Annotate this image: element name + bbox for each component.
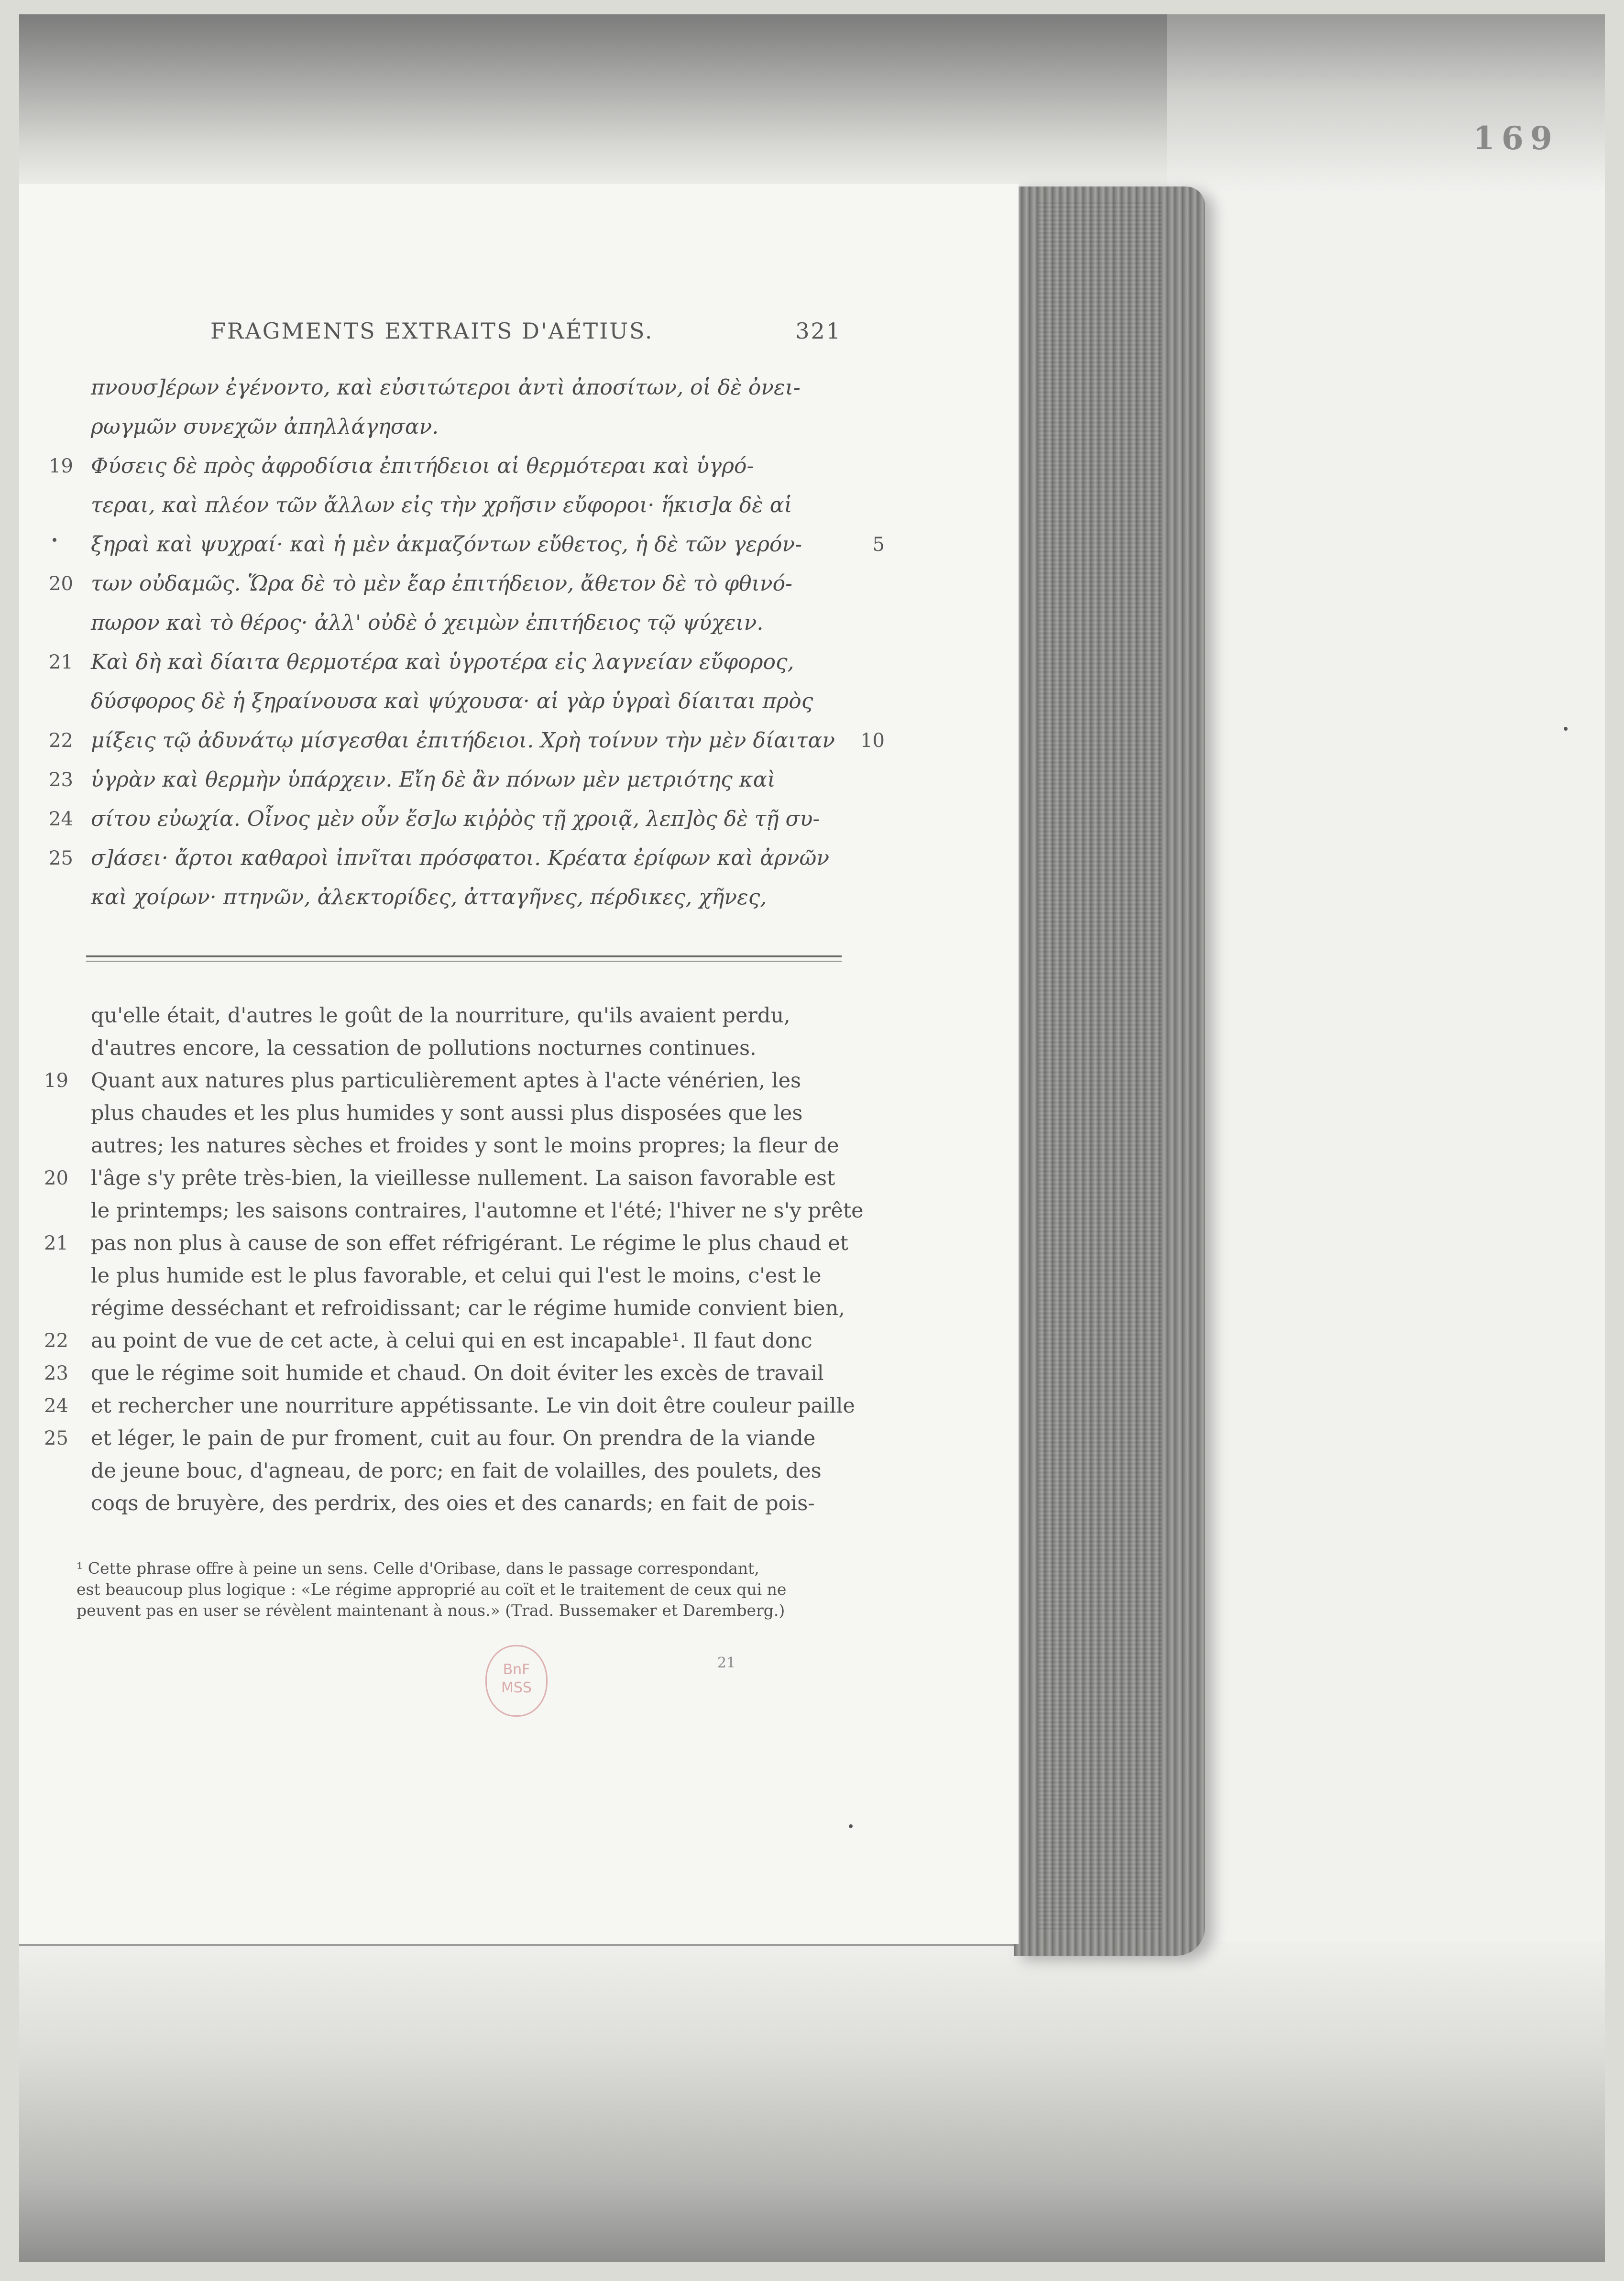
folio-number: 169 xyxy=(1473,120,1559,157)
text-line xyxy=(91,407,846,447)
line-text: coqs de bruyère, des perdrix, des oies et des canards; en fait de pois- xyxy=(91,1491,815,1515)
text-line xyxy=(44,1227,848,1260)
line-text: et rechercher une nourriture appétissante. Le vin doit être couleur paille xyxy=(91,1394,855,1418)
running-header xyxy=(210,318,842,356)
text-line xyxy=(49,643,846,682)
line-text: τεραι, καὶ πλέον τῶν ἄλλων εἰς τὴν χρῆσιν εὔφοροι· ἥκισ]α δὲ αἱ xyxy=(91,493,792,517)
line-text: μίξεις τῷ ἀδυνάτῳ μίσγεσθαι ἐπιτήδειοι. Χρὴ τοίνυν τὴν μὲν δίαιταν xyxy=(91,728,835,753)
line-text: πνουσ]έρων ἐγένοντο, καὶ εὐσιτώτεροι ἀντὶ ἀποσίτων, οἱ δὲ ὀνει- xyxy=(91,375,801,400)
greek-text-block xyxy=(49,368,885,917)
section-number: 23 xyxy=(49,769,73,791)
line-text: ξηραὶ καὶ ψυχραί· καὶ ἡ μὲν ἀκμαζόντων εὔθετος, ἡ δὲ τῶν γερόν- xyxy=(91,532,802,557)
section-number: 25 xyxy=(44,1427,68,1449)
text-line xyxy=(49,800,846,839)
scan-shadow-top-right xyxy=(1167,14,1605,191)
line-text: σ]άσει· ἄρτοι καθαροὶ ἰπνῖται πρόσφατοι. Κρέατα ἐρίφων καὶ ἀρνῶν xyxy=(91,846,830,870)
text-line xyxy=(44,1325,837,1357)
book-fore-edge-texture xyxy=(1038,201,1162,1932)
text-line xyxy=(44,1064,837,1097)
line-text: plus chaudes et les plus humides y sont aussi plus disposées que les xyxy=(91,1101,803,1125)
line-text: et léger, le pain de pur froment, cuit au four. On prendra de la viande xyxy=(91,1426,816,1450)
scan-shadow-bottom xyxy=(19,1941,1605,2262)
text-line xyxy=(91,1260,837,1292)
line-text: le printemps; les saisons contraires, l'automne et l'été; l'hiver ne s'y prête xyxy=(91,1199,864,1223)
text-line xyxy=(91,1487,837,1520)
line-text: l'âge s'y prête très-bien, la vieillesse nullement. La saison favorable est xyxy=(91,1166,835,1190)
footnote xyxy=(77,1558,842,1621)
section-number: 24 xyxy=(49,808,73,830)
dust-speck xyxy=(53,538,56,542)
text-line xyxy=(91,1292,845,1325)
text-line xyxy=(91,525,885,564)
section-number: 20 xyxy=(49,573,73,595)
line-text: de jeune bouc, d'agneau, de porc; en fait de volailles, des poulets, des xyxy=(91,1459,822,1483)
dust-speck xyxy=(1564,727,1568,731)
library-stamp: BnF MSS xyxy=(485,1645,548,1717)
section-number: 21 xyxy=(44,1232,68,1254)
text-line xyxy=(49,721,885,760)
line-text: au point de vue de cet acte, à celui qui en est incapable¹. Il faut donc xyxy=(91,1329,812,1353)
text-line xyxy=(91,1097,837,1130)
section-number: 23 xyxy=(44,1362,68,1384)
text-line xyxy=(44,1162,837,1195)
section-number: 22 xyxy=(49,730,73,752)
separator-rule-thin xyxy=(86,961,842,962)
page-number: 321 xyxy=(795,318,842,344)
line-number: 5 xyxy=(872,534,885,556)
footnote-line: est beaucoup plus logique : «Le régime approprié au coït et le traitement de ceux qui ne xyxy=(77,1580,787,1599)
footnote-line: peuvent pas en user se révèlent maintenant à nous.» (Trad. Bussemaker et Daremberg.) xyxy=(77,1601,785,1620)
line-text: qu'elle était, d'autres le goût de la nourriture, qu'ils avaient perdu, xyxy=(91,1004,790,1028)
text-line xyxy=(44,1357,837,1390)
text-line xyxy=(91,603,846,643)
line-text: Φύσεις δὲ πρὸς ἀφροδίσια ἐπιτήδειοι αἱ θερμότεραι καὶ ὑγρό- xyxy=(91,454,754,478)
separator-rule xyxy=(86,955,842,957)
running-title: FRAGMENTS EXTRAITS D'AÉTIUS. xyxy=(210,318,654,344)
section-number: 19 xyxy=(49,455,73,477)
line-text: ὑγρὰν καὶ θερμὴν ὑπάρχειν. Εἴη δὲ ἂν πόνων μὲν μετριότης καὶ xyxy=(91,768,776,792)
line-text: Καὶ δὴ καὶ δίαιτα θερμοτέρα καὶ ὑγροτέρα εἰς λαγνείαν εὔφορος, xyxy=(91,650,794,674)
signature-mark: 21 xyxy=(717,1655,736,1671)
text-line xyxy=(44,1422,837,1455)
section-number: 19 xyxy=(44,1070,68,1092)
text-line xyxy=(91,368,846,407)
text-line xyxy=(91,1455,837,1487)
line-text: των οὐδαμῶς. Ὥρα δὲ τὸ μὲν ἔαρ ἐπιτήδειον, ἄθετον δὲ τὸ φθινό- xyxy=(91,571,792,596)
text-line xyxy=(49,447,846,486)
text-line xyxy=(91,999,837,1032)
line-number: 10 xyxy=(860,730,885,752)
dust-speck xyxy=(849,1824,853,1828)
french-translation-block xyxy=(44,999,864,1520)
text-line xyxy=(44,1390,855,1422)
line-text: régime desséchant et refroidissant; car le régime humide convient bien, xyxy=(91,1296,845,1320)
line-text: πωρον καὶ τὸ θέρος· ἀλλ' οὐδὲ ὁ χειμὼν ἐπιτήδειος τῷ ψύχειν. xyxy=(91,611,764,635)
line-text: le plus humide est le plus favorable, et celui qui l'est le moins, c'est le xyxy=(91,1264,822,1288)
line-text: Quant aux natures plus particulièrement aptes à l'acte vénérien, les xyxy=(91,1069,801,1093)
section-number: 24 xyxy=(44,1395,68,1417)
line-text: autres; les natures sèches et froides y sont le moins propres; la fleur de xyxy=(91,1134,839,1158)
line-text: pas non plus à cause de son effet réfrigérant. Le régime le plus chaud et xyxy=(91,1231,848,1255)
text-line xyxy=(91,486,846,525)
text-line xyxy=(91,878,846,917)
section-number: 21 xyxy=(49,651,73,673)
text-line xyxy=(49,564,846,603)
line-text: καὶ χοίρων· πτηνῶν, ἀλεκτορίδες, ἀτταγῆνες, πέρδικες, χῆνες, xyxy=(91,885,767,910)
line-text: δύσφορος δὲ ἡ ξηραίνουσα καὶ ψύχουσα· αἱ γὰρ ὑγραὶ δίαιται πρὸς xyxy=(91,689,813,713)
text-line xyxy=(91,1032,837,1064)
text-line xyxy=(91,1130,837,1162)
text-line xyxy=(91,1195,864,1227)
section-number: 22 xyxy=(44,1330,68,1352)
line-text: ρωγμῶν συνεχῶν ἀπηλλάγησαν. xyxy=(91,415,439,439)
line-text: σίτου εὐωχία. Οἶνος μὲν οὖν ἔσ]ω κιῤῥὸς τῇ χροιᾷ, λεπ]ὸς δὲ τῇ συ- xyxy=(91,807,820,831)
text-line xyxy=(49,760,846,800)
text-line xyxy=(91,682,846,721)
line-text: que le régime soit humide et chaud. On doit éviter les excès de travail xyxy=(91,1361,824,1385)
footnote-line: ¹ Cette phrase offre à peine un sens. Celle d'Oribase, dans le passage correspondant, xyxy=(77,1559,759,1578)
section-number: 25 xyxy=(49,847,73,869)
line-text: d'autres encore, la cessation de pollutions nocturnes continues. xyxy=(91,1036,757,1060)
text-line xyxy=(49,839,846,878)
section-number: 20 xyxy=(44,1167,68,1189)
